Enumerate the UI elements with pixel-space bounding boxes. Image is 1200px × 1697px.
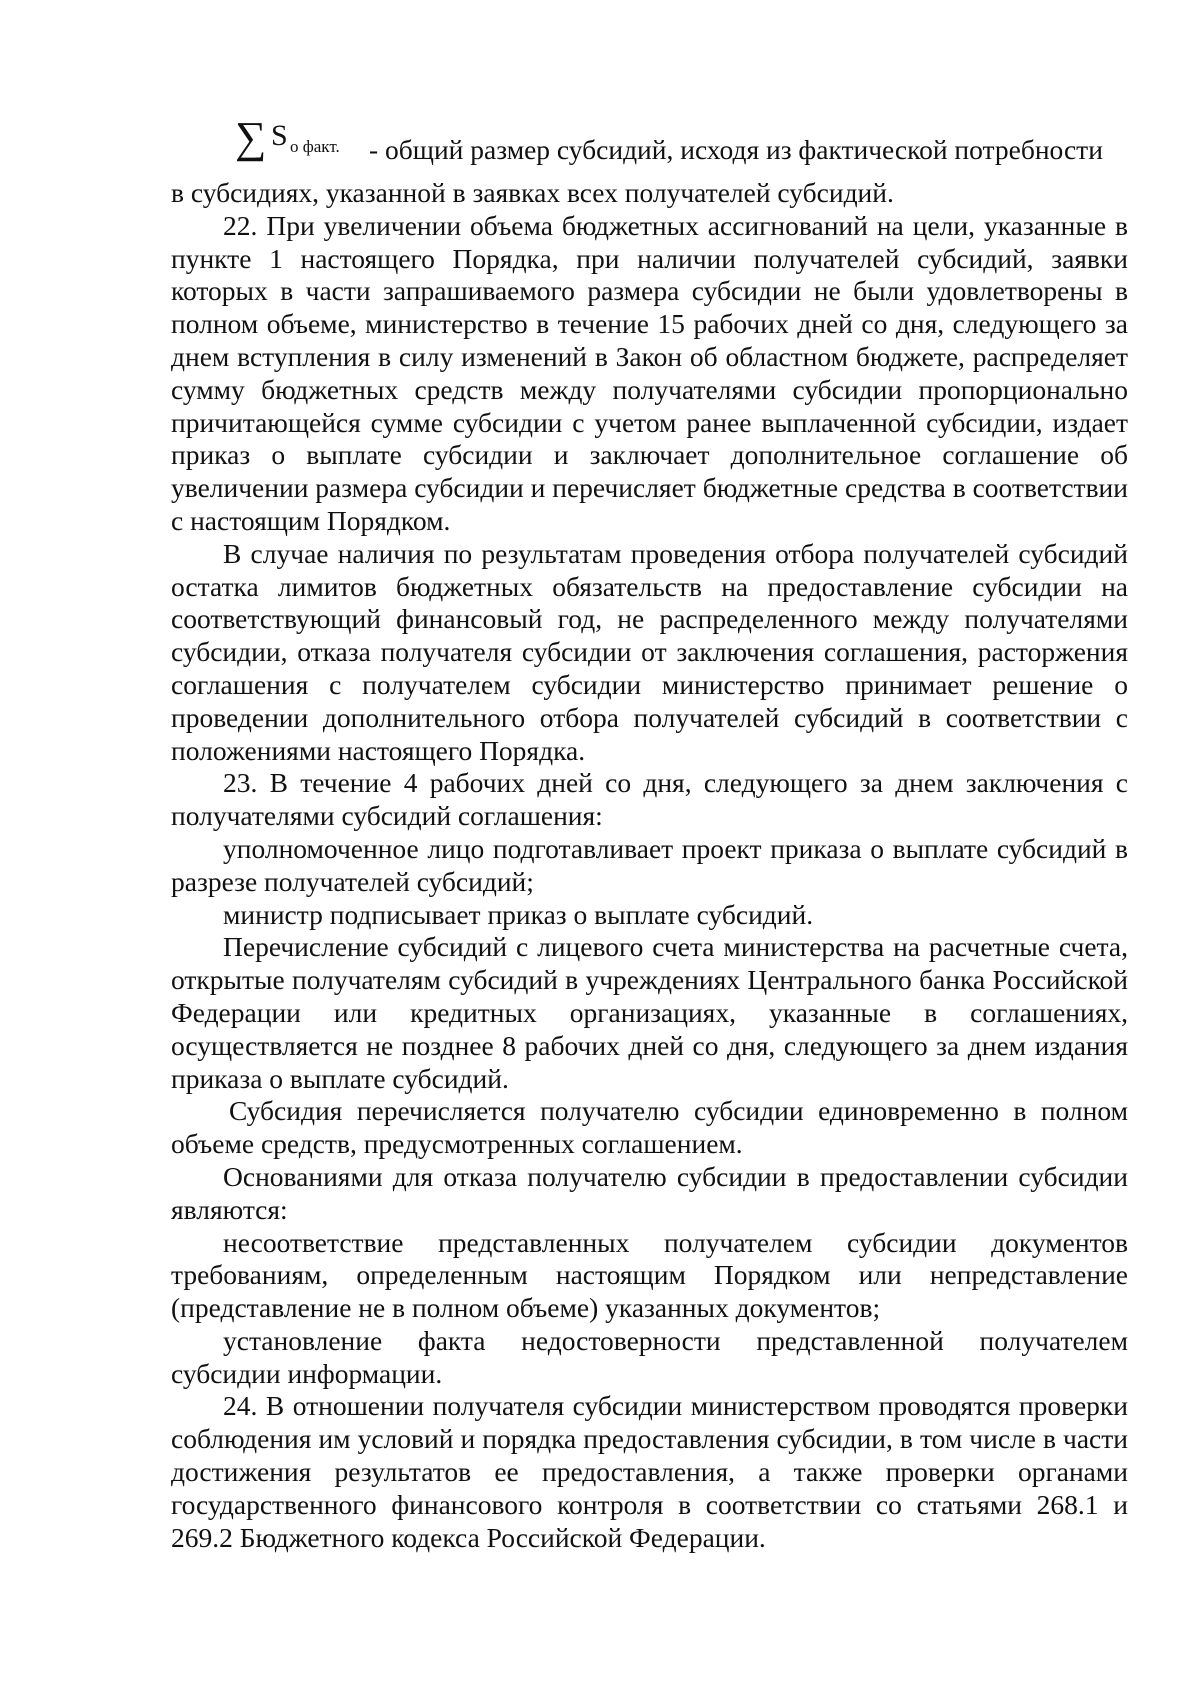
- paragraph: 23. В течение 4 рабочих дней со дня, следующего за днем заключения с получателями субсидий соглашения:: [171, 767, 1128, 832]
- sum-formula: [235, 113, 1128, 175]
- formula-definition: - общий размер субсидий, исходя из фактической потребности: [369, 134, 1103, 165]
- paragraph: несоответствие представленных получателем субсидии документов требованиям, определенным настоящим Порядком или непредставление (представление не в полном объеме) указанных документов;: [171, 1226, 1128, 1324]
- paragraph: Основаниями для отказа получателю субсидии в предоставлении субсидии являются:: [171, 1160, 1128, 1225]
- paragraph: Субсидия перечисляется получателю субсидии единовременно в полном объеме средств, предусмотренных соглашением.: [171, 1095, 1128, 1160]
- paragraph: 24. В отношении получателя субсидии министерством проводятся проверки соблюдения им условий и порядка предоставления субсидии, в том числе в части достижения результатов ее предоставления, а также проверки органами государственного финансового контроля в соответствии со статьями 268.1 и 269.2 Бюджетного кодекса Российской Федерации.: [171, 1390, 1128, 1553]
- paragraph: 22. При увеличении объема бюджетных ассигнований на цели, указанные в пункте 1 настоящего Порядка, при наличии получателей субсидий, заявки которых в части запрашиваемого размера субсидии не были удовлетворены в полном объеме, министерство в течение 15 рабочих дней со дня, следующего за днем вступления в силу изменений в Закон об областном бюджете, распределяет сумму бюджетных средств между получателями субсидии пропорционально причитающейся сумме субсидии с учетом ранее выплаченной субсидии, издает приказ о выплате субсидии и заключает дополнительное соглашение об увеличении размера субсидии и перечисляет бюджетные средства в соответствии с настоящим Порядком.: [171, 209, 1128, 536]
- paragraph: в субсидиях, указанной в заявках всех получателей субсидий.: [171, 177, 894, 208]
- paragraph: В случае наличия по результатам проведения отбора получателей субсидий остатка лимитов бюджетных обязательств на предоставление субсидии на соответствующий финансовый год, не распределенного между получателями субсидии, отказа получателя субсидии от заключения соглашения, расторжения соглашения с получателем субсидии министерство принимает решение о проведении дополнительного отбора получателей субсидий в соответствии с положениями настоящего Порядка.: [171, 537, 1128, 766]
- paragraph: министр подписывает приказ о выплате субсидий.: [223, 898, 814, 930]
- formula-subscript: о факт.: [290, 137, 340, 156]
- sigma-symbol: ∑: [235, 113, 267, 162]
- paragraph: установление факта недостоверности представленной получателем субсидии информации.: [171, 1324, 1128, 1389]
- paragraph: уполномоченное лицо подготавливает проект приказа о выплате субсидий в разрезе получателей субсидий;: [171, 832, 1128, 897]
- formula-symbol: S: [271, 119, 288, 152]
- document-body: [171, 177, 1128, 1554]
- paragraph: Перечисление субсидий с лицевого счета министерства на расчетные счета, открытые получателям субсидий в учреждениях Центрального банка Российской Федерации или кредитных организациях, указанные в соглашениях, осуществляется не позднее 8 рабочих дней со дня, следующего за днем издания приказа о выплате субсидий.: [171, 931, 1128, 1094]
